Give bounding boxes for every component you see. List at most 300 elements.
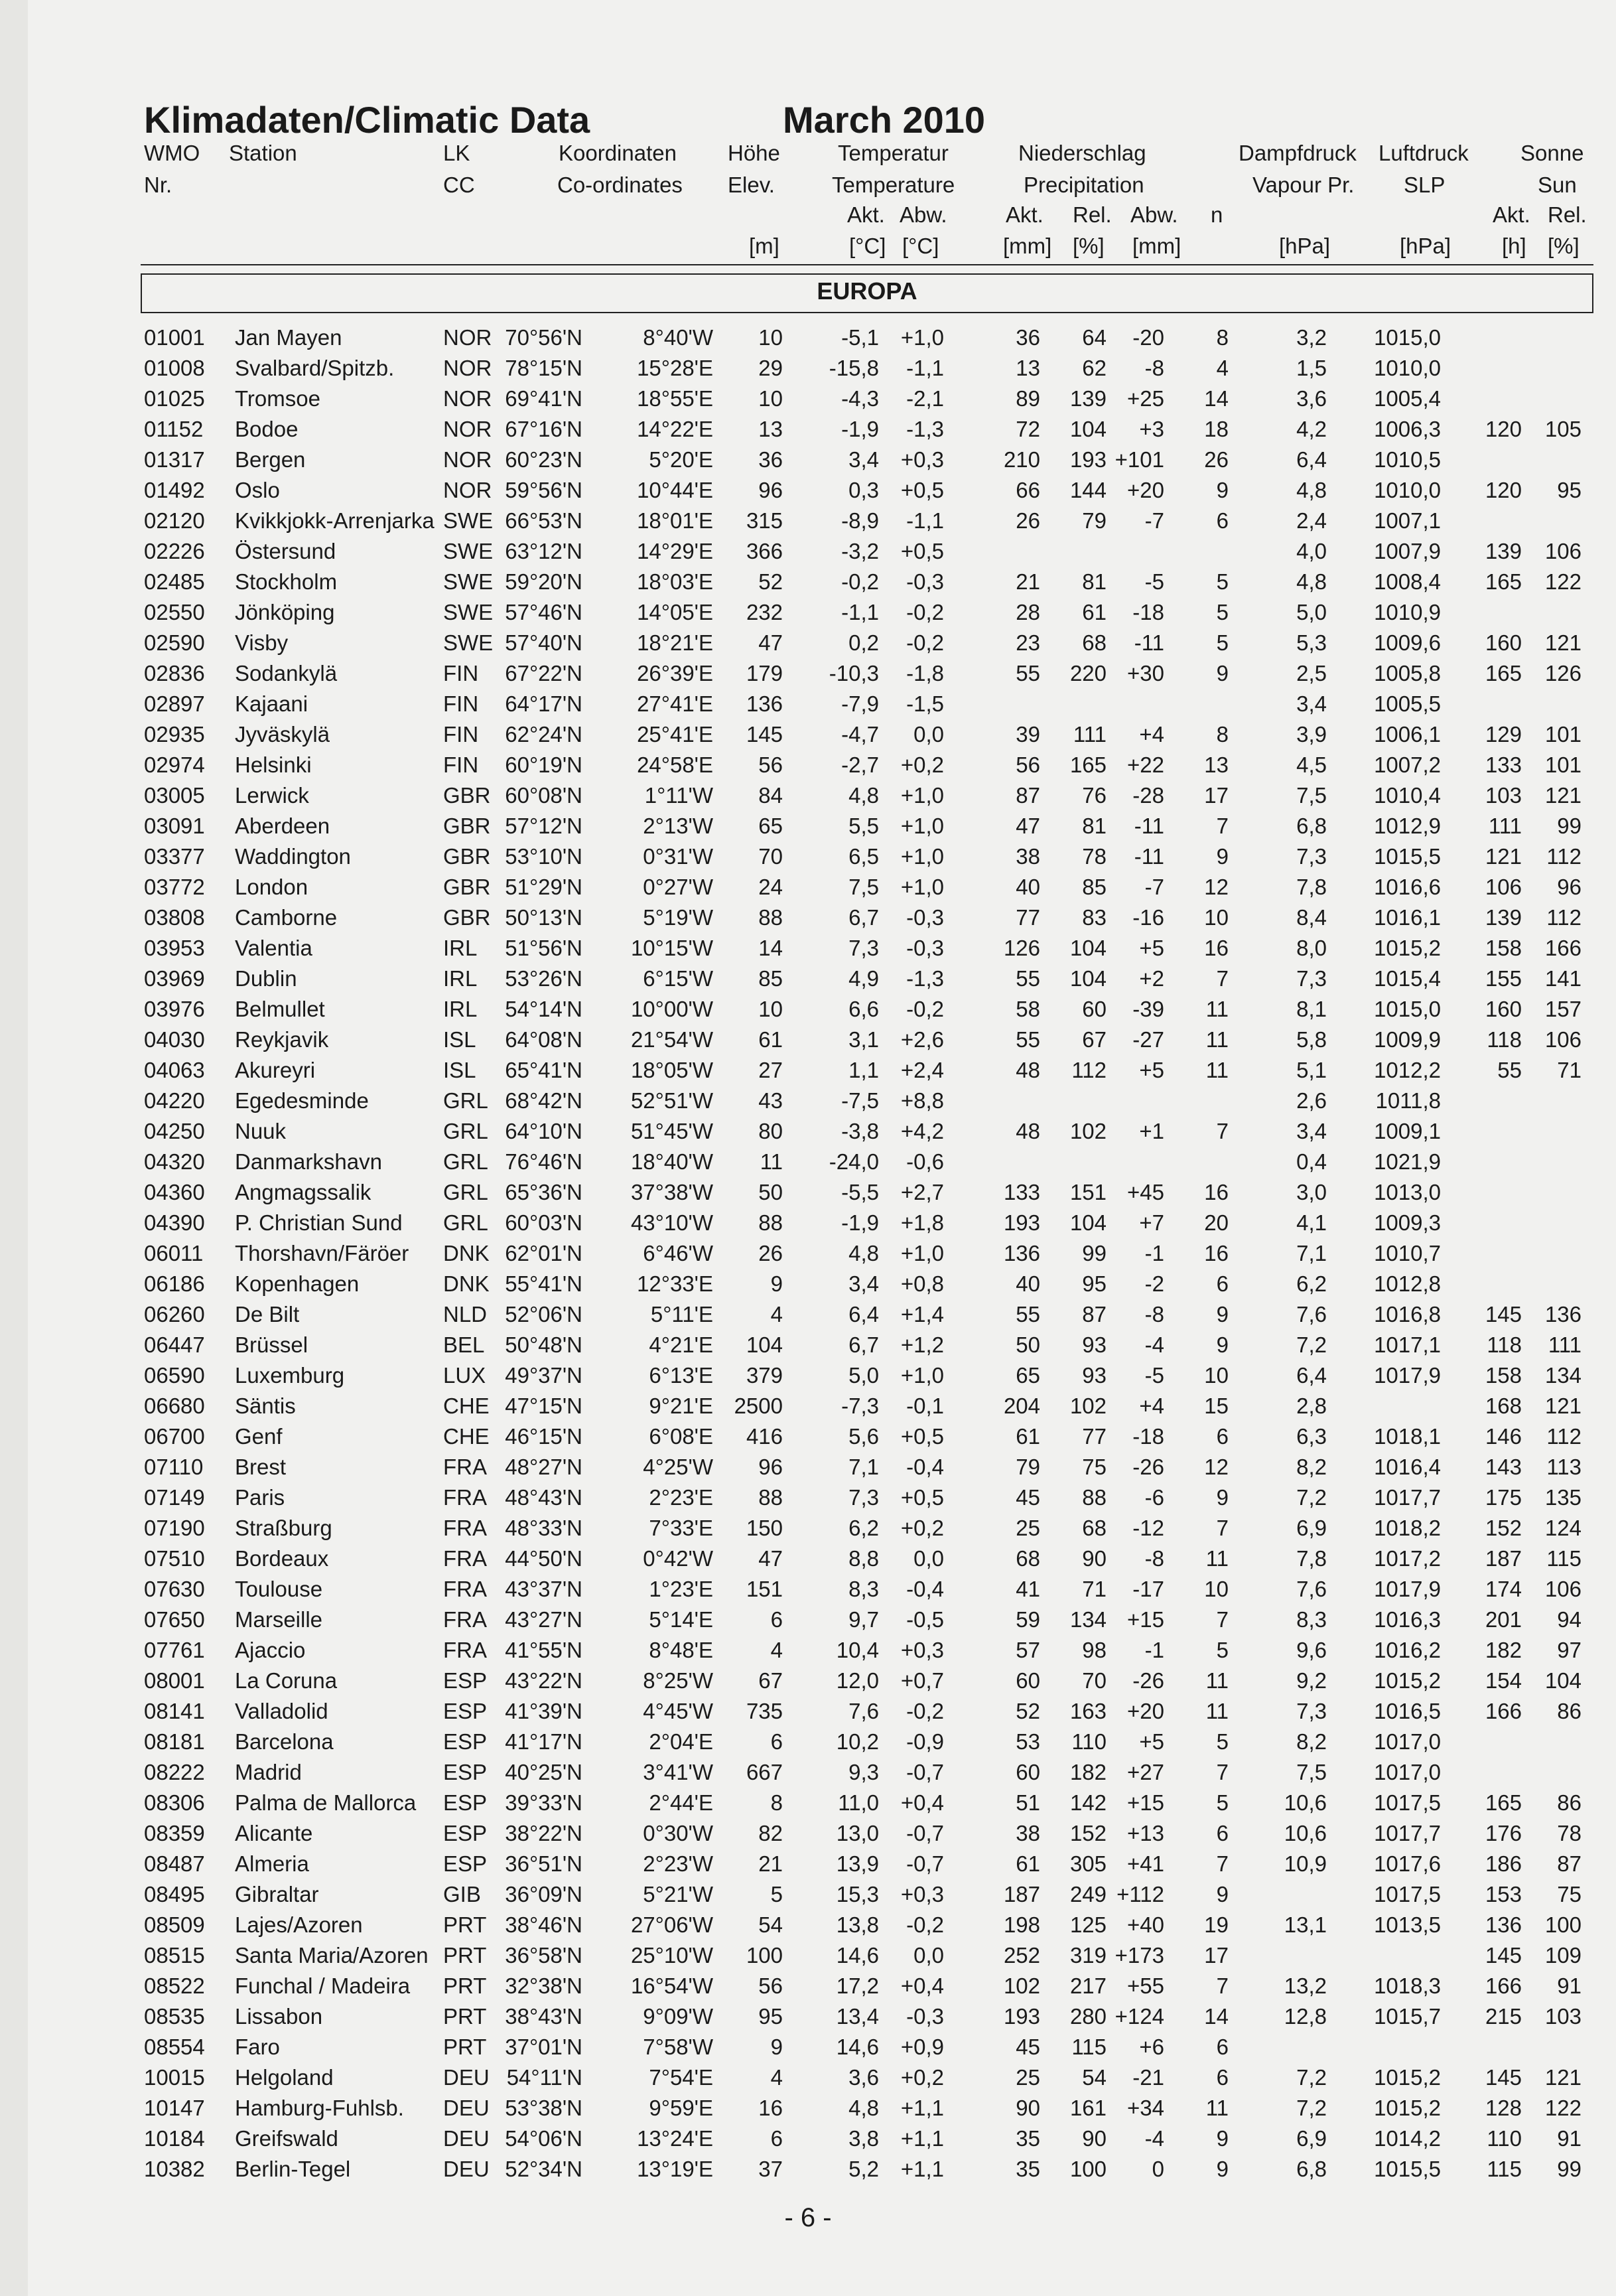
table-row — [0, 2035, 1616, 2065]
header-sun: Sun — [1538, 173, 1577, 197]
country-code: DNK — [443, 1241, 490, 1265]
country-code: ISL — [443, 1027, 476, 1052]
longitude: 13°24'E — [637, 2126, 713, 2151]
longitude: 18°01'E — [637, 508, 713, 533]
wmo-number: 02897 — [144, 691, 205, 716]
elevation: 10 — [758, 325, 783, 350]
longitude: 8°48'E — [649, 1638, 713, 1662]
elevation: 100 — [746, 1943, 783, 1968]
country-code: SWE — [443, 569, 494, 594]
sun-rel: 121 — [1544, 783, 1582, 808]
elevation: 9 — [770, 2035, 783, 2059]
table-row — [0, 2004, 1616, 2035]
elevation: 9 — [770, 1271, 783, 1296]
vapour-pressure: 10,9 — [1284, 1851, 1327, 1876]
prec-abw: -1 — [1144, 1241, 1164, 1265]
prec-n: 26 — [1204, 447, 1229, 472]
longitude: 0°31'W — [643, 844, 713, 869]
sun-rel: 99 — [1557, 2157, 1582, 2181]
latitude: 41°55'N — [505, 1638, 582, 1662]
prec-akt: 41 — [1016, 1577, 1040, 1601]
unit-vapour: [hPa] — [1279, 234, 1331, 258]
prec-rel: 87 — [1082, 1302, 1107, 1327]
temp-akt: -0,2 — [841, 569, 879, 594]
header-hoehe: Höhe — [728, 141, 780, 165]
longitude: 0°30'W — [643, 1821, 713, 1845]
temp-akt: 3,4 — [848, 447, 879, 472]
prec-abw: -11 — [1134, 630, 1164, 655]
prec-n: 9 — [1216, 478, 1229, 502]
unit-prec-rel: [%] — [1073, 234, 1105, 258]
prec-abw: -4 — [1144, 2126, 1164, 2151]
prec-rel: 95 — [1082, 1271, 1107, 1296]
sun-rel: 106 — [1544, 1027, 1582, 1052]
longitude: 10°00'W — [630, 997, 713, 1021]
elevation: 26 — [758, 1241, 783, 1265]
wmo-number: 06260 — [144, 1302, 205, 1327]
prec-abw: -21 — [1132, 2065, 1164, 2090]
station-name: Tromsoe — [235, 386, 320, 411]
wmo-number: 06447 — [144, 1332, 205, 1357]
slp: 1008,4 — [1374, 569, 1441, 594]
wmo-number: 02550 — [144, 600, 205, 624]
temp-abw: -0,3 — [906, 936, 944, 960]
longitude: 2°13'W — [643, 814, 713, 838]
sun-akt: 158 — [1485, 936, 1522, 960]
unit-temp-abw: [°C] — [902, 234, 939, 258]
latitude: 43°22'N — [505, 1668, 582, 1693]
prec-rel: 100 — [1069, 2157, 1107, 2181]
prec-akt: 45 — [1016, 1485, 1040, 1510]
vapour-pressure: 9,2 — [1296, 1668, 1327, 1693]
slp: 1007,9 — [1374, 539, 1441, 563]
sun-rel: 105 — [1544, 417, 1582, 441]
longitude: 6°46'W — [643, 1241, 713, 1265]
latitude: 54°11'N — [506, 2065, 582, 2090]
elevation: 67 — [758, 1668, 783, 1693]
station-name: Egedesminde — [235, 1088, 369, 1113]
table-row — [0, 753, 1616, 783]
header-prec-akt: Akt. — [1006, 202, 1044, 227]
longitude: 9°59'E — [649, 2096, 713, 2120]
vapour-pressure: 7,2 — [1296, 1332, 1327, 1357]
wmo-number: 08554 — [144, 2035, 205, 2059]
header-cc: CC — [443, 173, 475, 197]
wmo-number: 07510 — [144, 1546, 205, 1571]
latitude: 50°13'N — [505, 905, 582, 930]
latitude: 48°33'N — [505, 1516, 582, 1540]
latitude: 69°41'N — [505, 386, 582, 411]
slp: 1017,0 — [1374, 1760, 1441, 1784]
wmo-number: 10015 — [144, 2065, 205, 2090]
temp-akt: 6,5 — [848, 844, 879, 869]
latitude: 60°23'N — [505, 447, 582, 472]
sun-akt: 106 — [1485, 875, 1522, 899]
table-row — [0, 569, 1616, 600]
wmo-number: 04063 — [144, 1058, 205, 1082]
table-row — [0, 905, 1616, 936]
latitude: 55°41'N — [505, 1271, 582, 1296]
slp: 1017,7 — [1374, 1485, 1441, 1510]
vapour-pressure: 7,8 — [1296, 1546, 1327, 1571]
prec-abw: -12 — [1132, 1516, 1164, 1540]
prec-abw: +13 — [1127, 1821, 1164, 1845]
elevation: 82 — [758, 1821, 783, 1845]
wmo-number: 03005 — [144, 783, 205, 808]
temp-akt: -24,0 — [829, 1149, 879, 1174]
latitude: 47°15'N — [505, 1394, 582, 1418]
prec-n: 13 — [1204, 753, 1229, 777]
latitude: 67°16'N — [505, 417, 582, 441]
prec-n: 9 — [1216, 844, 1229, 869]
elevation: 2500 — [734, 1394, 783, 1418]
station-name: Valladolid — [235, 1699, 328, 1723]
prec-abw: +7 — [1139, 1210, 1164, 1235]
latitude: 38°46'N — [505, 1912, 582, 1937]
station-name: Stockholm — [235, 569, 338, 594]
latitude: 50°48'N — [505, 1332, 582, 1357]
temp-abw: +1,0 — [900, 875, 944, 899]
country-code: NOR — [443, 478, 492, 502]
prec-akt: 55 — [1016, 1302, 1040, 1327]
slp: 1017,5 — [1374, 1790, 1441, 1815]
wmo-number: 08001 — [144, 1668, 205, 1693]
table-row — [0, 783, 1616, 814]
latitude: 57°46'N — [505, 600, 582, 624]
table-row — [0, 1912, 1616, 1943]
country-code: ESP — [443, 1699, 488, 1723]
longitude: 18°55'E — [637, 386, 713, 411]
station-name: Waddington — [235, 844, 351, 869]
sun-rel: 111 — [1548, 1332, 1582, 1357]
station-name: Genf — [235, 1424, 283, 1449]
station-name: Toulouse — [235, 1577, 323, 1601]
prec-rel: 88 — [1082, 1485, 1107, 1510]
prec-rel: 60 — [1082, 997, 1107, 1021]
latitude: 64°08'N — [505, 1027, 582, 1052]
table-row — [0, 600, 1616, 630]
temp-akt: 6,6 — [848, 997, 879, 1021]
latitude: 43°37'N — [505, 1577, 582, 1601]
temp-abw: -0,3 — [906, 569, 944, 594]
elevation: 4 — [770, 2065, 783, 2090]
station-name: Aberdeen — [235, 814, 330, 838]
wmo-number: 01001 — [144, 325, 205, 350]
prec-abw: +25 — [1127, 386, 1164, 411]
sun-akt: 145 — [1485, 1302, 1522, 1327]
slp: 1015,2 — [1374, 2065, 1441, 2090]
header-prec-n: n — [1211, 202, 1223, 227]
slp: 1017,1 — [1374, 1332, 1441, 1357]
vapour-pressure: 8,0 — [1296, 936, 1327, 960]
vapour-pressure: 8,3 — [1296, 1607, 1327, 1632]
prec-abw: +101 — [1114, 447, 1164, 472]
temp-abw: -0,9 — [906, 1729, 944, 1754]
station-name: Camborne — [235, 905, 338, 930]
elevation: 65 — [758, 814, 783, 838]
prec-n: 6 — [1216, 1821, 1229, 1845]
sun-rel: 112 — [1546, 1424, 1582, 1449]
wmo-number: 03969 — [144, 966, 205, 991]
prec-akt: 65 — [1016, 1363, 1040, 1388]
vapour-pressure: 7,2 — [1296, 1485, 1327, 1510]
wmo-number: 03976 — [144, 997, 205, 1021]
prec-rel: 68 — [1082, 1516, 1107, 1540]
unit-elev: [m] — [749, 234, 779, 258]
country-code: PRT — [443, 1943, 487, 1968]
prec-akt: 55 — [1016, 1027, 1040, 1052]
station-name: Valentia — [235, 936, 312, 960]
elevation: 56 — [758, 753, 783, 777]
longitude: 15°28'E — [637, 356, 713, 380]
slp: 1010,9 — [1374, 600, 1441, 624]
vapour-pressure: 13,2 — [1284, 1973, 1327, 1998]
wmo-number: 02226 — [144, 539, 205, 563]
prec-n: 9 — [1216, 1882, 1229, 1906]
prec-abw: +22 — [1127, 753, 1164, 777]
slp: 1017,0 — [1374, 1729, 1441, 1754]
temp-akt: 0,2 — [848, 630, 879, 655]
sun-rel: 106 — [1544, 1577, 1582, 1601]
header-temperature: Temperature — [832, 173, 955, 197]
prec-akt: 60 — [1016, 1668, 1040, 1693]
elevation: 27 — [758, 1058, 783, 1082]
sun-akt: 201 — [1485, 1607, 1522, 1632]
elevation: 735 — [746, 1699, 783, 1723]
temp-abw: -1,1 — [906, 356, 944, 380]
sun-rel: 101 — [1544, 753, 1582, 777]
station-name: Kopenhagen — [235, 1271, 360, 1296]
prec-n: 9 — [1216, 1302, 1229, 1327]
sun-akt: 139 — [1485, 539, 1522, 563]
temp-abw: 0,0 — [913, 1546, 944, 1571]
temp-abw: -1,3 — [906, 417, 944, 441]
elevation: 47 — [758, 1546, 783, 1571]
slp: 1018,3 — [1374, 1973, 1441, 1998]
wmo-number: 07149 — [144, 1485, 205, 1510]
vapour-pressure: 6,4 — [1296, 1363, 1327, 1388]
latitude: 51°29'N — [505, 875, 582, 899]
slp: 1010,0 — [1374, 356, 1441, 380]
slp: 1006,3 — [1374, 417, 1441, 441]
sun-akt: 133 — [1485, 753, 1522, 777]
prec-n: 5 — [1216, 600, 1229, 624]
temp-akt: 17,2 — [836, 1973, 879, 1998]
station-name: Funchal / Madeira — [235, 1973, 411, 1998]
latitude: 41°17'N — [505, 1729, 582, 1754]
latitude: 49°37'N — [505, 1363, 582, 1388]
temp-akt: 14,6 — [836, 1943, 879, 1968]
latitude: 53°26'N — [505, 966, 582, 991]
prec-abw: +27 — [1127, 1760, 1164, 1784]
prec-akt: 72 — [1016, 417, 1040, 441]
prec-n: 5 — [1216, 1729, 1229, 1754]
slp: 1005,5 — [1374, 691, 1441, 716]
temp-akt: -10,3 — [829, 661, 879, 685]
temp-abw: +8,8 — [900, 1088, 944, 1113]
temp-akt: 5,6 — [848, 1424, 879, 1449]
wmo-number: 04250 — [144, 1119, 205, 1143]
temp-abw: +0,3 — [900, 1638, 944, 1662]
page-number: - 6 - — [784, 2203, 832, 2232]
sun-akt: 166 — [1485, 1973, 1522, 1998]
country-code: GBR — [443, 844, 491, 869]
prec-abw: -17 — [1132, 1577, 1164, 1601]
station-name: Sodankylä — [235, 661, 338, 685]
elevation: 10 — [758, 386, 783, 411]
wmo-number: 10184 — [144, 2126, 205, 2151]
latitude: 39°33'N — [505, 1790, 582, 1815]
prec-n: 9 — [1216, 1485, 1229, 1510]
prec-rel: 102 — [1069, 1394, 1107, 1418]
temp-abw: +1,0 — [900, 783, 944, 808]
temp-akt: -5,1 — [841, 325, 879, 350]
elevation: 29 — [758, 356, 783, 380]
vapour-pressure: 7,5 — [1296, 783, 1327, 808]
slp: 1010,0 — [1374, 478, 1441, 502]
temp-akt: 4,8 — [848, 783, 879, 808]
header-sun-akt: Akt. — [1493, 202, 1530, 227]
elevation: 84 — [758, 783, 783, 808]
table-row — [0, 1180, 1616, 1210]
vapour-pressure: 7,3 — [1296, 844, 1327, 869]
elevation: 96 — [758, 1455, 783, 1479]
vapour-pressure: 7,3 — [1296, 966, 1327, 991]
latitude: 40°25'N — [505, 1760, 582, 1784]
longitude: 2°23'E — [649, 1485, 713, 1510]
sun-rel: 106 — [1544, 539, 1582, 563]
prec-rel: 68 — [1082, 630, 1107, 655]
prec-akt: 87 — [1016, 783, 1040, 808]
country-code: FRA — [443, 1485, 487, 1510]
prec-n: 11 — [1205, 1058, 1229, 1082]
vapour-pressure: 12,8 — [1284, 2004, 1327, 2029]
longitude: 4°45'W — [643, 1699, 713, 1723]
longitude: 21°54'W — [630, 1027, 713, 1052]
station-name: Helsinki — [235, 753, 312, 777]
temp-abw: +2,7 — [900, 1180, 944, 1204]
longitude: 9°21'E — [649, 1394, 713, 1418]
station-name: Kvikkjokk-Arrenjarka — [235, 508, 435, 533]
wmo-number: 10147 — [144, 2096, 205, 2120]
country-code: SWE — [443, 600, 494, 624]
slp: 1015,2 — [1374, 1668, 1441, 1693]
station-name: Visby — [235, 630, 289, 655]
latitude: 38°43'N — [505, 2004, 582, 2029]
prec-abw: +5 — [1139, 936, 1164, 960]
vapour-pressure: 10,6 — [1284, 1821, 1327, 1845]
prec-rel: 76 — [1082, 783, 1107, 808]
wmo-number: 04390 — [144, 1210, 205, 1235]
header-prec-rel: Rel. — [1073, 202, 1112, 227]
temp-akt: 10,4 — [836, 1638, 879, 1662]
temp-abw: -0,2 — [906, 997, 944, 1021]
prec-n: 10 — [1204, 1577, 1229, 1601]
elevation: 14 — [758, 936, 783, 960]
station-name: Östersund — [235, 539, 336, 563]
temp-akt: 15,3 — [836, 1882, 879, 1906]
latitude: 32°38'N — [505, 1973, 582, 1998]
prec-abw: +41 — [1127, 1851, 1164, 1876]
sun-rel: 141 — [1544, 966, 1582, 991]
temp-abw: +1,0 — [900, 1363, 944, 1388]
temp-abw: +0,2 — [900, 2065, 944, 2090]
prec-n: 19 — [1204, 1912, 1229, 1937]
prec-rel: 71 — [1082, 1577, 1107, 1601]
prec-n: 18 — [1204, 417, 1229, 441]
slp: 1015,2 — [1374, 936, 1441, 960]
prec-n: 12 — [1204, 875, 1229, 899]
elevation: 6 — [770, 1607, 783, 1632]
longitude: 5°11'E — [650, 1302, 713, 1327]
table-row — [0, 1790, 1616, 1821]
slp: 1010,5 — [1374, 447, 1441, 472]
temp-abw: -0,4 — [906, 1455, 944, 1479]
sun-rel: 87 — [1557, 1851, 1582, 1876]
temp-akt: 5,5 — [848, 814, 879, 838]
sun-rel: 115 — [1546, 1546, 1582, 1571]
vapour-pressure: 8,4 — [1296, 905, 1327, 930]
wmo-number: 06011 — [144, 1241, 204, 1265]
elevation: 37 — [758, 2157, 783, 2181]
slp: 1011,8 — [1375, 1088, 1441, 1113]
station-name: Paris — [235, 1485, 285, 1510]
country-code: NOR — [443, 325, 492, 350]
prec-rel: 77 — [1082, 1424, 1107, 1449]
prec-abw: -39 — [1132, 997, 1164, 1021]
temp-abw: -0,2 — [906, 1912, 944, 1937]
slp: 1016,3 — [1374, 1607, 1441, 1632]
prec-abw: -27 — [1132, 1027, 1164, 1052]
temp-abw: +1,1 — [900, 2096, 944, 2120]
longitude: 2°04'E — [649, 1729, 713, 1754]
temp-akt: -5,5 — [841, 1180, 879, 1204]
temp-akt: 0,3 — [848, 478, 879, 502]
wmo-number: 03091 — [144, 814, 205, 838]
latitude: 48°43'N — [505, 1485, 582, 1510]
latitude: 65°36'N — [505, 1180, 582, 1204]
table-row — [0, 814, 1616, 844]
temp-akt: 5,2 — [848, 2157, 879, 2181]
sun-akt: 115 — [1487, 2157, 1522, 2181]
vapour-pressure: 5,8 — [1296, 1027, 1327, 1052]
temp-akt: 7,3 — [848, 1485, 879, 1510]
unit-prec-akt: [mm] — [1003, 234, 1052, 258]
slp: 1009,3 — [1374, 1210, 1441, 1235]
sun-rel: 97 — [1557, 1638, 1582, 1662]
prec-akt: 38 — [1016, 844, 1040, 869]
prec-abw: +20 — [1127, 478, 1164, 502]
country-code: CHE — [443, 1394, 490, 1418]
elevation: 366 — [746, 539, 783, 563]
slp: 1014,2 — [1374, 2126, 1441, 2151]
prec-akt: 56 — [1016, 753, 1040, 777]
vapour-pressure: 4,8 — [1296, 478, 1327, 502]
prec-n: 6 — [1216, 2065, 1229, 2090]
station-name: Almeria — [235, 1851, 309, 1876]
temp-abw: -0,4 — [906, 1577, 944, 1601]
temp-akt: 3,8 — [848, 2126, 879, 2151]
prec-akt: 28 — [1016, 600, 1040, 624]
prec-n: 17 — [1204, 1943, 1229, 1968]
temp-abw: -0,1 — [906, 1394, 944, 1418]
temp-akt: 6,7 — [848, 905, 879, 930]
station-name: Lajes/Azoren — [235, 1912, 363, 1937]
slp: 1017,7 — [1374, 1821, 1441, 1845]
station-name: Bordeaux — [235, 1546, 329, 1571]
latitude: 59°56'N — [505, 478, 582, 502]
prec-n: 10 — [1204, 905, 1229, 930]
